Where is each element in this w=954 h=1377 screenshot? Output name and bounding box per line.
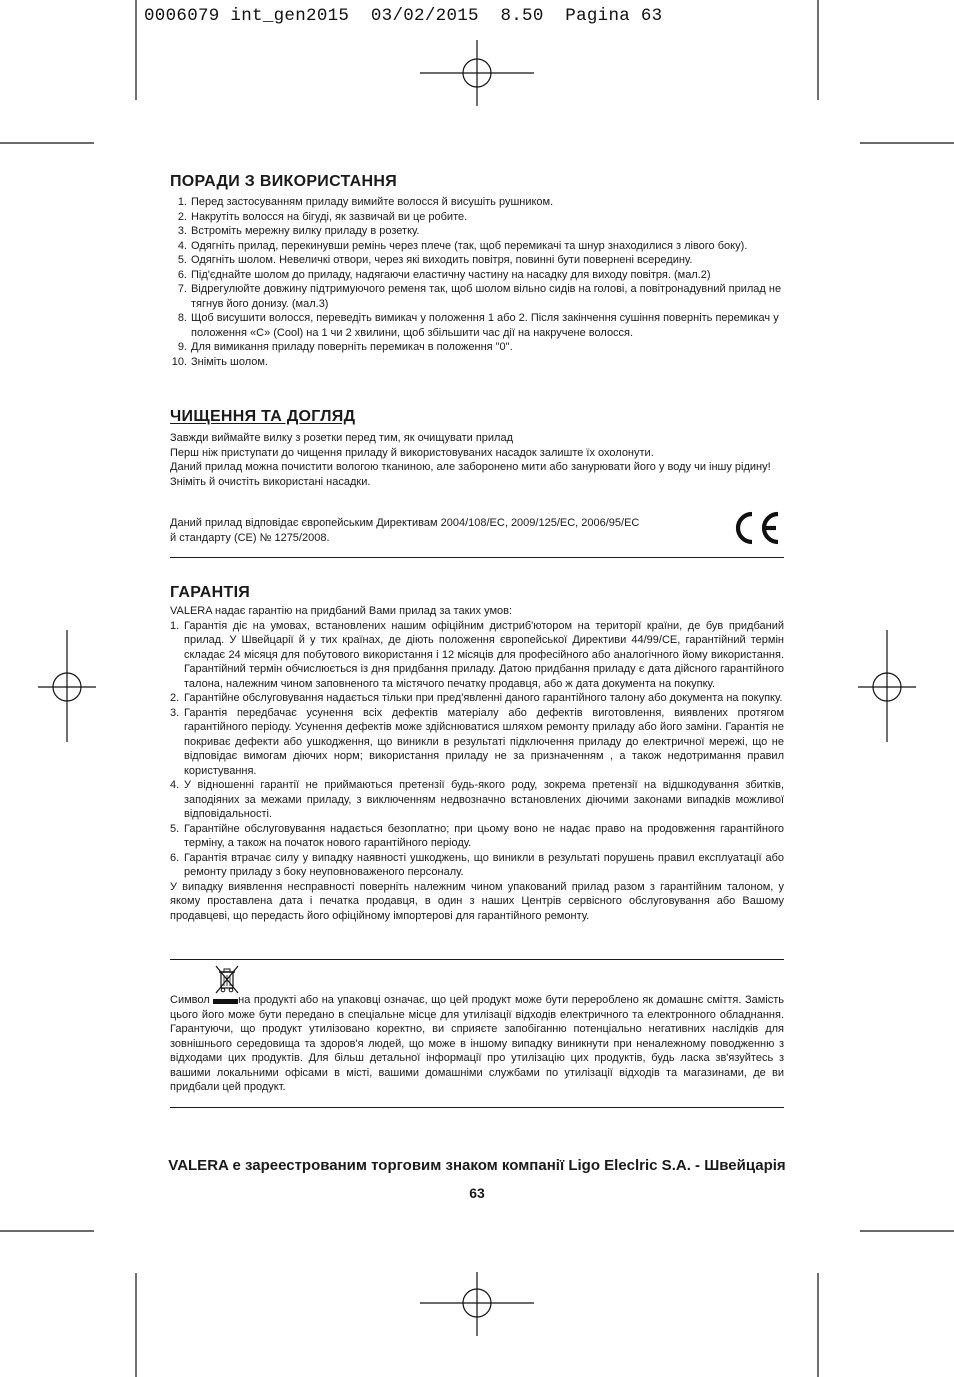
warranty-outro: У випадку виявлення несправності поверніть належним чином упакований прилад разом з гарантійним талоном, у якому проставлена дата і печатка продавця, в один з наших Центрів сервісного обслуговування або Вашому продавцеві, що передасть його офіційному імпортерові для гарантійного ремонту. (170, 880, 784, 922)
usage-tip-item-number: 1. (177, 196, 187, 208)
crossed-bin-icon (214, 965, 240, 995)
warranty-item (170, 822, 784, 851)
warranty-item-text: У відношенні гарантії не приймаються претензії будь-якого роду, зокрема претензії на відшкодування збитків, заподіяних за межами приладу, з виключенням недвозначно встановлених діючими законами випадків можливої відповідальності. (184, 779, 784, 820)
warranty-item-number: 4. (170, 779, 180, 791)
usage-tip-item (170, 268, 784, 283)
usage-tips-title: ПОРАДИ З ВИКОРИСТАННЯ (170, 173, 397, 190)
usage-tip-item (170, 224, 784, 239)
cleaning-text (170, 431, 784, 489)
usage-tip-item (170, 311, 784, 340)
usage-tip-item-number: 5. (177, 254, 187, 266)
ce-statement-line: Даний прилад відповідає європейським Директивам 2004/108/EC, 2009/125/EC, 2006/95/EC (170, 517, 640, 529)
weee-prefix: Символ (170, 994, 214, 1006)
warranty-section (170, 584, 784, 923)
usage-tip-item-number: 2. (177, 210, 187, 223)
usage-tip-item-number: 6. (177, 268, 187, 281)
usage-tip-item (170, 340, 784, 355)
page-number: 63 (469, 1185, 485, 1201)
warranty-item-text: Гарантійне обслуговування надається безоплатно; при цьому воно не надає право на продовження гарантійного терміну, а також на початок нового гарантійного періоду. (184, 822, 784, 849)
warranty-item-number: 5. (170, 822, 180, 835)
weee-text (170, 993, 784, 1095)
usage-tip-item (170, 355, 784, 370)
usage-tip-item (170, 239, 784, 254)
ce-statement (170, 516, 710, 545)
warranty-item-text: Гарантія передбачає усунення всіх дефектів матеріалу або дефектів виготовлення, виявлених протягом гарантійного періоду. Усунення дефектів може здійснюватися шляхом ремонту приладу або його заміни. Гарантія не покриває дефекти або ушкодження, що виникли в результаті підключення приладу до електричної мережі, що не відповідає вимогам діючих норм; використання приладу не за призначенням , а також недотримання правил користування. (184, 706, 784, 777)
brand-trademark-line: VALERA е зареестрованим торговим знаком компанії Ligo Eleclric S.A. - Швейцарія (168, 1157, 786, 1174)
usage-tip-item-number: 9. (177, 341, 187, 353)
usage-tip-item-text: Перед застосуванням приладу вимийте волосся й висушіть рушником. (191, 196, 554, 208)
usage-tip-item-text: Під'єднайте шолом до приладу, надягаючи еластичну частину на насадку для виходу повітря. (мал.2) (191, 268, 711, 281)
usage-tip-item (170, 195, 784, 210)
usage-tip-item-number: 10. (171, 355, 187, 368)
cleaning-line: Зніміть й очистіть використані насадки. (170, 475, 371, 488)
warranty-item-number: 3. (170, 706, 180, 719)
usage-tip-item (170, 253, 784, 268)
warranty-item-text: Гарантія втрачає силу у випадку наявності ушкоджень, що виникли в результаті порушень правил експлуатації або ремонту приладу з боку неуповноваженого персоналу. (184, 851, 784, 878)
cleaning-section (170, 408, 784, 489)
usage-tip-item (170, 210, 784, 225)
usage-tip-item-text: Одягніть шолом. Невеличкі отвори, через які виходить повітря, повинні бути повернені всередину. (191, 254, 693, 266)
usage-tip-item-text: Зніміть шолом. (191, 355, 268, 368)
cleaning-line: Завжди виймайте вилку з розетки перед тим, як очищувати прилад (170, 432, 513, 444)
warranty-item-text: Гарантія діє на умовах, встановлених нашим офіційним дистриб'ютором на території країни, де був придбаний прилад. У Швейцарії й у тих країнах, де діють положення європейської Директиви 44/99/CE, гарантійний термін складає 24 місяця для побутового використання і 12 місяців для професійного або аналогічного йому використання. Гарантійний термін обчислюється із дня придбання приладу. Датою придбання приладу є дата дійсного гарантійного талона, належним чином заповненого та містячого печатку продавця, або ж дата документа на покупку. (184, 619, 784, 690)
printer-slug: 0006079 int_gen2015 03/02/2015 8.50 Pagina 63 (144, 6, 663, 26)
warranty-item (170, 691, 784, 706)
weee-body: на продукті або на упаковці означає, що цей продукт може бути перероблено як домашнє сміття. Замість цього його може бути передано в спеціальне місце для утилізації відходів електричного та електронного обладнання. Гарантуючи, що продукт утилізовано коректно, ви сприяєте запобіганню потенціально негативних наслідків для зовнішнього середовища та здоров'я людей, що може в іншому випадку виникнути при неналежному поводженню з відходами цих продуктів. Для більш детальної інформації про утилізацію цих продуктів, будь ласка зв'язуйтесь з вашими локальними офісами в місті, вашими домашніми службами по утилізації відходів та магазинами, де ви придбали цей продукт. (170, 994, 784, 1093)
usage-tip-item-number: 7. (177, 283, 187, 295)
usage-tip-item-text: Накрутіть волосся на бігуді, як зазвичай ви це робите. (191, 210, 468, 223)
warranty-intro: VALERA надає гарантію на придбаний Вами прилад за таких умов: (170, 605, 513, 617)
divider (170, 959, 784, 960)
warranty-item-number: 2. (170, 692, 180, 704)
warranty-item (170, 619, 784, 692)
usage-tip-item-number: 8. (177, 312, 187, 324)
cleaning-line: Перш ніж приступати до чищення приладу й використовуваних насадок залиште їх охолонути. (170, 446, 654, 459)
warranty-item (170, 851, 784, 880)
divider (170, 557, 784, 558)
usage-tip-item-text: Одягніть прилад, перекинувши ремінь через плече (так, щоб перемикачі та шнур знаходилися з лівого боку). (191, 239, 748, 252)
usage-tip-item-number: 4. (177, 239, 187, 252)
warranty-item (170, 778, 784, 822)
warranty-body (170, 604, 784, 923)
cleaning-line: Даний прилад можна почистити вологою тканиною, але заборонено мити або занурювати його у воду чи іншу рідину! (170, 461, 771, 473)
usage-tip-item-text: Для вимикання приладу поверніть перемикач в положення "0". (191, 341, 513, 353)
usage-tips-section (170, 173, 784, 369)
cleaning-title: ЧИЩЕННЯ ТА ДОГЛЯД (170, 408, 356, 425)
usage-tip-item-text: Встроміть мережну вилку приладу в розетку. (191, 225, 420, 237)
weee-bar (213, 999, 238, 1004)
usage-tip-item-text: Відрегулюйте довжину підтримуючого ременя так, щоб шолом вільно сидів на голові, а повітронадувний прилад не тягнув його донизу. (мал.3) (191, 283, 782, 310)
usage-tip-item-text: Щоб висушити волосся, переведіть вимикач у положення 1 або 2. Після закінчення сушіння поверніть перемикач у положення «С» (Cool) на 1 чи 2 хвилини, щоб збільшити час дії на накручене волосся. (191, 312, 779, 339)
ce-statement-line: й стандарту (CE) № 1275/2008. (170, 531, 330, 544)
divider (170, 1107, 784, 1108)
warranty-item-text: Гарантійне обслуговування надається тільки при пред'явленні даного гарантійного талону або документа на покупку. (184, 692, 783, 704)
usage-tips-list (170, 195, 784, 369)
ce-mark-icon (730, 508, 782, 548)
usage-tip-item (170, 282, 784, 311)
warranty-item-number: 1. (170, 619, 180, 632)
warranty-title: ГАРАНТІЯ (170, 584, 251, 601)
usage-tip-item-number: 3. (177, 225, 187, 237)
ce-conformity (170, 516, 784, 552)
warranty-item (170, 706, 784, 779)
warranty-list (170, 619, 784, 880)
warranty-item-number: 6. (170, 851, 180, 864)
